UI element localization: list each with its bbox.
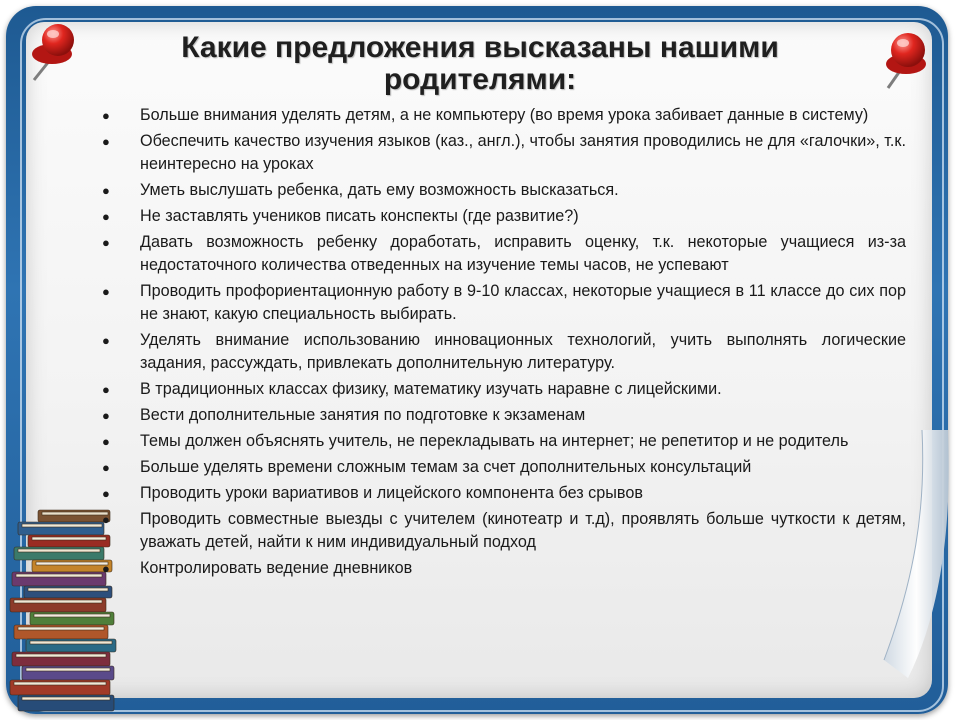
list-item-text: Уметь выслушать ребенка, дать ему возможность высказаться. <box>140 181 619 199</box>
bullet-icon: ● <box>102 408 110 423</box>
page-title: Какие предложения высказаны нашими родителями: <box>181 31 779 96</box>
bullet-icon: ● <box>102 382 110 397</box>
list-item-text: Больше уделять времени сложным темам за счет дополнительных консультаций <box>140 458 752 476</box>
bullet-icon: ● <box>102 512 110 527</box>
list-item-text: Давать возможность ребенку доработать, исправить оценку, т.к. некоторые учащиеся из-за недостаточного количества отведенных на изучение темы часов, не успевают <box>140 233 906 274</box>
bullet-icon: ● <box>102 134 110 149</box>
list-item <box>102 130 906 176</box>
list-item-text: Проводить профориентационную работу в 9-10 классах, некоторые учащиеся в 11 классе до сих пор не знают, какую специальность выбирать. <box>140 282 906 323</box>
list-item <box>102 508 906 554</box>
list-item-text: Обеспечить качество изучения языков (каз., англ.), чтобы занятия проводились не для «галочки», т.к. неинтересно на уроках <box>140 132 906 173</box>
list-item-text: Контролировать ведение дневников <box>140 559 413 577</box>
list-item <box>102 104 906 127</box>
list-item-text: Проводить уроки вариативов и лицейского компонента без срывов <box>140 484 643 502</box>
bullet-icon: ● <box>102 235 110 250</box>
bullet-icon: ● <box>102 460 110 475</box>
push-pin-icon <box>872 26 942 96</box>
suggestions-list <box>102 104 906 583</box>
list-item <box>102 430 906 453</box>
bullet-icon: ● <box>102 561 110 576</box>
bullet-icon: ● <box>102 108 110 123</box>
list-item <box>102 557 906 580</box>
push-pin-icon <box>20 18 90 88</box>
list-item-text: Проводить совместные выезды с учителем (кинотеатр и т.д), проявлять больше чуткости к детям, уважать детей, найти к ним индивидуальный подход <box>140 510 906 551</box>
bullet-icon: ● <box>102 333 110 348</box>
list-item <box>102 329 906 375</box>
list-item <box>102 231 906 277</box>
list-item-text: Темы должен объяснять учитель, не перекладывать на интернет; не репетитор и не родитель <box>140 432 849 450</box>
bullet-icon: ● <box>102 434 110 449</box>
list-item <box>102 179 906 202</box>
list-item <box>102 404 906 427</box>
list-item <box>102 378 906 401</box>
list-item-text: Вести дополнительные занятия по подготовке к экзаменам <box>140 406 586 424</box>
list-item <box>102 456 906 479</box>
list-item-text: Больше внимания уделять детям, а не компьютеру (во время урока забивает данные в систему) <box>140 106 869 124</box>
list-item <box>102 205 906 228</box>
bullet-icon: ● <box>102 183 110 198</box>
list-item-text: В традиционных классах физику, математику изучать наравне с лицейскими. <box>140 380 722 398</box>
list-item <box>102 280 906 326</box>
list-item-text: Не заставлять учеников писать конспекты (где развитие?) <box>140 207 579 225</box>
bullet-icon: ● <box>102 284 110 299</box>
list-item <box>102 482 906 505</box>
list-item-text: Уделять внимание использованию инновационных технологий, учить выполнять логические задания, рассуждать, привлекать дополнительную литературу. <box>140 331 906 372</box>
bullet-icon: ● <box>102 486 110 501</box>
bullet-icon: ● <box>102 209 110 224</box>
